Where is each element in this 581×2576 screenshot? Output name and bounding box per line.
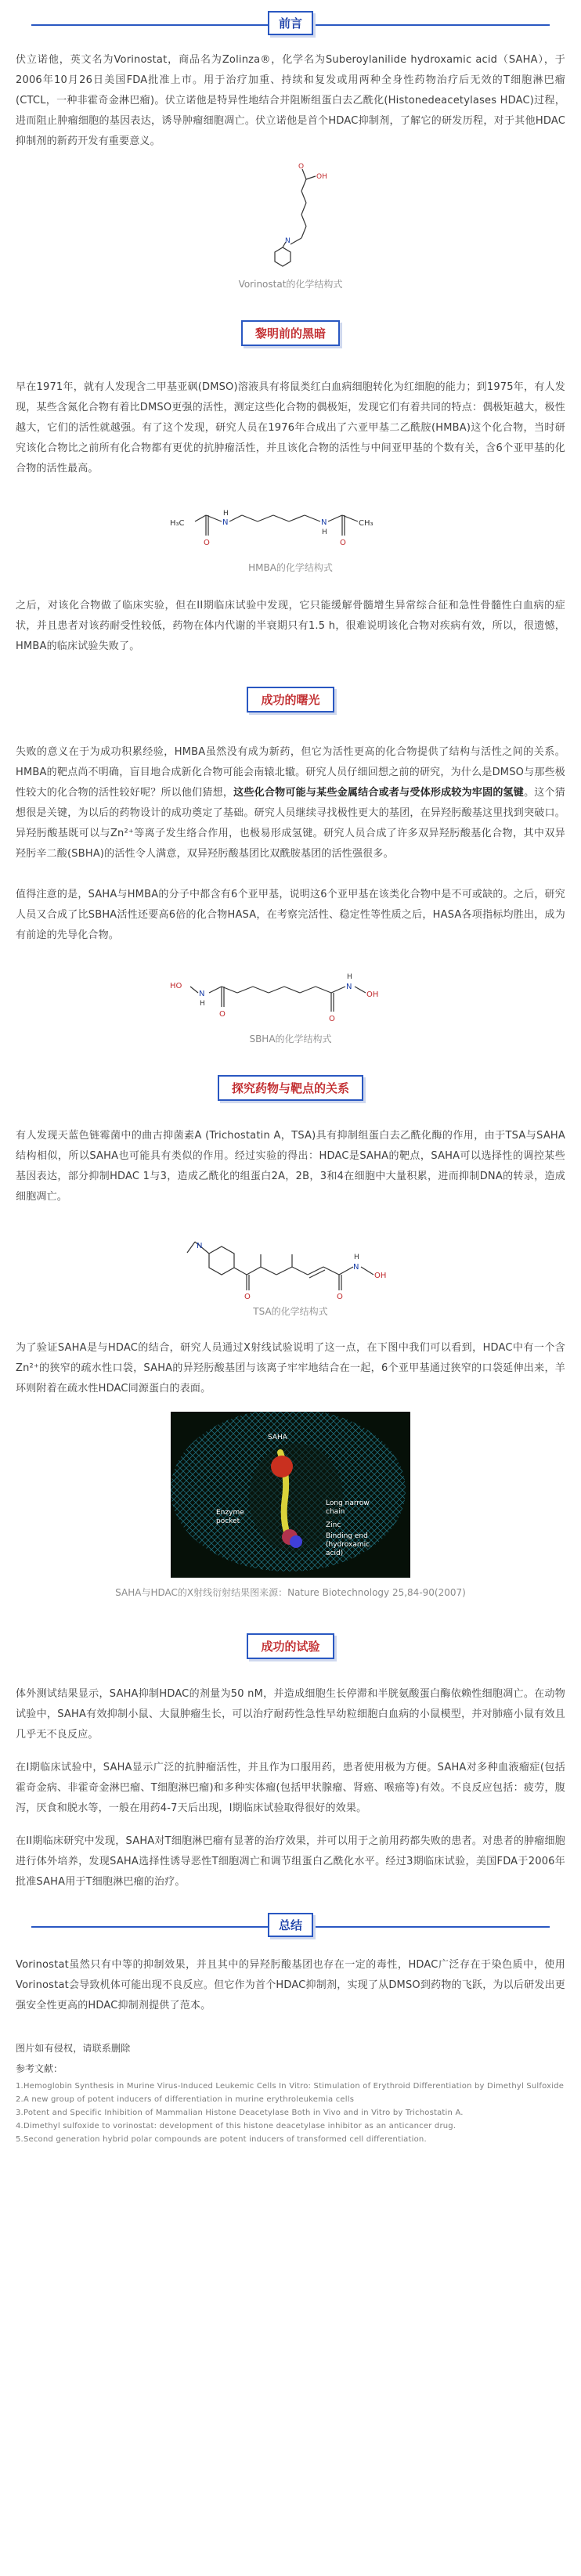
dawn-paragraph-1: 早在1971年，就有人发现含二甲基亚砜(DMSO)溶液具有将鼠类红白血病细胞转化为红细胞的能力；到1975年，有人发现，某些含氮化合物有着比DMSO更强的活性，测定这些化合物的偶极矩，发现它们有着共同的特点：偶极矩越大，极性越大，它们的活性就越强。有了这个发现，研究人员在1976年合成出了六亚甲基二乙酰胺(HMBA)这个化合物，当时研究该化合物比之前所有化合物都有更优的抗肿瘤活性，并且该化合物的活性与中间亚甲基的个数有关，含6个亚甲基的化合物的活性最高。: [16, 381, 565, 474]
reference-item: 2.A new group of potent inducers of differentiation in murine erythroleukemia cells: [16, 2095, 355, 2104]
atom-ch3: CH₃: [359, 519, 374, 528]
atom-n2: N: [346, 983, 352, 991]
reference-item: 4.Dimethyl sulfoxide to vorinostat: development of this histone deacetylase inhibitor as an anticancer drug.: [16, 2122, 456, 2130]
atom-n: N: [197, 1242, 203, 1250]
section-header-intro: [16, 11, 565, 38]
section-header-hope: [16, 687, 565, 713]
tsa-caption: TSA的化学结构式: [253, 1306, 328, 1317]
section-title-trial: 成功的试验: [247, 1633, 334, 1659]
atom-h1: H: [200, 1000, 205, 1008]
reference-list: [16, 2080, 565, 2146]
atom-h2: H: [347, 973, 352, 981]
trial-paragraph-2: 在I期临床试验中，SAHA显示广泛的抗肿瘤活性，并且作为口服用药，患者使用极为方便。SAHA对多种血液瘤症(包括霍奇金病、非霍奇金淋巴瘤、T细胞淋巴瘤)和多种实体瘤(包括甲状腺瘤、肾癌、喉癌等)有效。不良反应包括：疲劳，腹泻，厌食和脱水等，一般在用药4-7天后出现，I期临床试验取得很好的效果。: [16, 1762, 565, 1814]
atom-ho: HO: [170, 982, 182, 990]
trial-paragraph-3: 在II期临床研究中发现，SAHA对T细胞淋巴瘤有显著的治疗效果，并可以用于之前用药都失败的患者。对患者的肿瘤细胞进行体外培养，发现SAHA选择性诱导恶性T细胞凋亡和调节组蛋白乙酰化水平。经过3期临床试验，美国FDA于2006年批准SAHA用于T细胞淋巴瘤的治疗。: [16, 1835, 565, 1888]
atom-o1: O: [244, 1293, 251, 1301]
section-title-dawn: 黎明前的黑暗: [241, 320, 340, 346]
copyright-notice: 图片如有侵权，请联系删除: [16, 2043, 131, 2054]
section-title-target: 探究药物与靶点的关系: [218, 1075, 363, 1101]
tsa-structure: [150, 1218, 431, 1304]
section-title-summary: 总结: [268, 1913, 313, 1937]
section-header-dawn: [16, 320, 565, 346]
atom-oh: OH: [316, 173, 327, 181]
section-header-trial: [16, 1633, 565, 1659]
atom-o1: O: [219, 1010, 226, 1019]
atom-n2: N: [353, 1263, 359, 1272]
section-title-hope: 成功的曙光: [247, 687, 334, 713]
atom-oh: OH: [374, 1272, 387, 1280]
xray-label-binding-end: Binding end (hydroxamic acid): [326, 1532, 370, 1557]
target-paragraph-2: 为了验证SAHA是与HDAC的结合，研究人员通过X射线试验说明了这一点，在下图中我们可以看到，HDAC中有一个含Zn²⁺的狭窄的疏水性口袋，SAHA的异羟肟酸基团与该离子牢牢地结合在一起，6个亚甲基通过狭窄的口袋延伸出来，羊环则附着在疏水性HDAC同源蛋白的表面。: [16, 1342, 565, 1394]
trial-paragraph-1: 体外测试结果显示，SAHA抑制HDAC的剂量为50 nM，并造成细胞生长停滞和半胱氨酸蛋白酶依赖性细胞凋亡。在动物试验中，SAHA有效抑制小鼠、大鼠肿瘤生长，可以治疗耐药性急性早幼粒细胞白血病的小鼠模型，并对肺癌小鼠有效且几乎无不良反应。: [16, 1688, 565, 1741]
xray-label-enzyme-pocket: Enzyme pocket: [216, 1509, 244, 1525]
reference-item: 1.Hemoglobin Synthesis in Murine Virus-Induced Leukemic Cells In Vitro: Stimulation of Erythroid Differentiation by Dimethyl Sulfoxide: [16, 2082, 565, 2091]
atom-h2: H: [322, 529, 327, 536]
atom-o2: O: [337, 1293, 343, 1301]
xray-figure: [171, 1412, 410, 1578]
summary-paragraph: Vorinostat虽然只有中等的抑制效果，并且其中的异羟肟酸基团也存在一定的毒性，HDAC广泛存在于染色质中，使用Vorinostat会导致机体可能出现不良反应。但它作为首个HDAC抑制剂，实现了从DMSO到药物的飞跃，为以后研发出更强安全性更高的HDAC抑制剂提供了范本。: [16, 1959, 565, 2011]
reference-item: 5.Second generation hybrid polar compounds are potent inducers of transformed cell differentiation.: [16, 2135, 427, 2144]
atom-o: O: [298, 163, 305, 171]
atom-n1: N: [222, 518, 229, 527]
atom-n: N: [285, 237, 290, 245]
atom-n2: N: [321, 518, 327, 527]
atom-h1: H: [223, 510, 229, 518]
references-title: 参考文献：: [16, 2063, 63, 2074]
intro-paragraph: 伏立诺他，英文名为Vorinostat，商品名为Zolinza®，化学名为Suberoylanilide hydroxamic acid（SAHA），于2006年10月26日美国FDA批准上市。用于治疗加重、持续和复发或用两种全身性药物治疗后无效的T细胞淋巴瘤(CTCL，一种非霍奇金淋巴瘤)。伏立诺他是特异性地结合并阻断组蛋白去乙酰化(Histonedeacetylases HDAC)过程，进而阻止肿瘤细胞的基因表达，诱导肿瘤细胞凋亡。伏立诺他是首个HDAC抑制剂，了解它的研发历程，对于其他HDAC抑制剂的新药开发有重要意义。: [16, 54, 565, 147]
xray-caption: SAHA与HDAC的X射线衍射结果图来源：Nature Biotechnology 25,84-90(2007): [115, 1587, 466, 1598]
reference-item: 3.Potent and Specific Inhibition of Mammalian Histone Deacetylase Both in Vivo and in Vitro by Trichostatin A.: [16, 2109, 464, 2117]
section-title-intro: 前言: [268, 11, 313, 35]
xray-label-long-chain: Long narrow chain: [326, 1499, 370, 1516]
atom-h3c: H₃C: [170, 519, 185, 528]
vorinostat-caption: Vorinostat的化学结构式: [238, 279, 343, 290]
atom-oh: OH: [366, 990, 379, 999]
hmba-structure: [165, 490, 416, 561]
dawn-paragraph-2: 之后，对该化合物做了临床实验，但在II期临床试验中发现，它只能缓解骨髓增生异常综合征和急性骨髓性白血病的症状，并且患者对该药耐受性较低，药物在体内代谢的半衰期只有1.5 h，很难说明该化合物对疾病有效，所以，很遗憾，HMBA的临床试验失败了。: [16, 600, 565, 652]
hope-paragraph-1: 失败的意义在于为成功积累经验，HMBA虽然没有成为新药，但它为活性更高的化合物提供了结构与活性之间的关系。HMBA的靶点尚不明确，盲目地合成新化合物可能会南辕北辙。研究人员仔细回想之前的研究，为什么是DMSO与那些极性较大的化合物的活性较好呢？所以他们猜想，这些化合物可能与某些金属结合或者与受体形成较为牢固的氢键。这个猜想很是关键，为以后的药物设计的成功奠定了基础。研究人员继续寻找极性更大的基团，在异羟肟酸基这里找到突破口。异羟肟酸基既可以与Zn²⁺等离子发生络合作用，也极易形成氢键。研究人员合成了许多双异羟肟酸基化合物，其中双异羟肟辛二酸(SBHA)的活性令人满意，双异羟肟酸基团比双酰胺基团的活性强很多。: [16, 746, 565, 860]
atom-o1: O: [204, 539, 210, 547]
atom-h: H: [354, 1254, 359, 1261]
hmba-caption: HMBA的化学结构式: [248, 562, 333, 573]
hope-paragraph-2: 值得注意的是，SAHA与HMBA的分子中都含有6个亚甲基，说明这6个亚甲基在该类化合物中是不可或缺的。之后，研究人员又合成了比SBHA活性还要高6倍的化合物HASA，在考察完活性、稳定性等性质之后，HASA各项指标均胜出，成为有前途的先导化合物。: [16, 889, 565, 941]
atom-o2: O: [340, 539, 346, 547]
xray-label-zinc: Zinc: [326, 1521, 341, 1529]
atom-o2: O: [329, 1015, 335, 1023]
sbha-structure: [165, 961, 416, 1032]
section-header-summary: [16, 1913, 565, 1939]
vorinostat-structure: [204, 160, 377, 277]
sbha-caption: SBHA的化学结构式: [249, 1034, 332, 1044]
target-paragraph-1: 有人发现天蓝色链霉菌中的曲古抑菌素A (Trichostatin A，TSA)具有抑制组蛋白去乙酰化酶的作用，由于TSA与SAHA结构相似，所以SAHA也可能具有类似的作用。经过实验的得出：HDAC是SAHA的靶点，SAHA可以选择性的调控某些基因表达，部分抑制HDAC 1与3，造成乙酰化的组蛋白2A，2B，3和4在细胞中大量积累，进而抑制DNA的转录，造成细胞凋亡。: [16, 1130, 565, 1203]
xray-label-saha: SAHA: [268, 1434, 287, 1441]
section-header-target: [16, 1075, 565, 1101]
atom-n1: N: [199, 990, 205, 998]
